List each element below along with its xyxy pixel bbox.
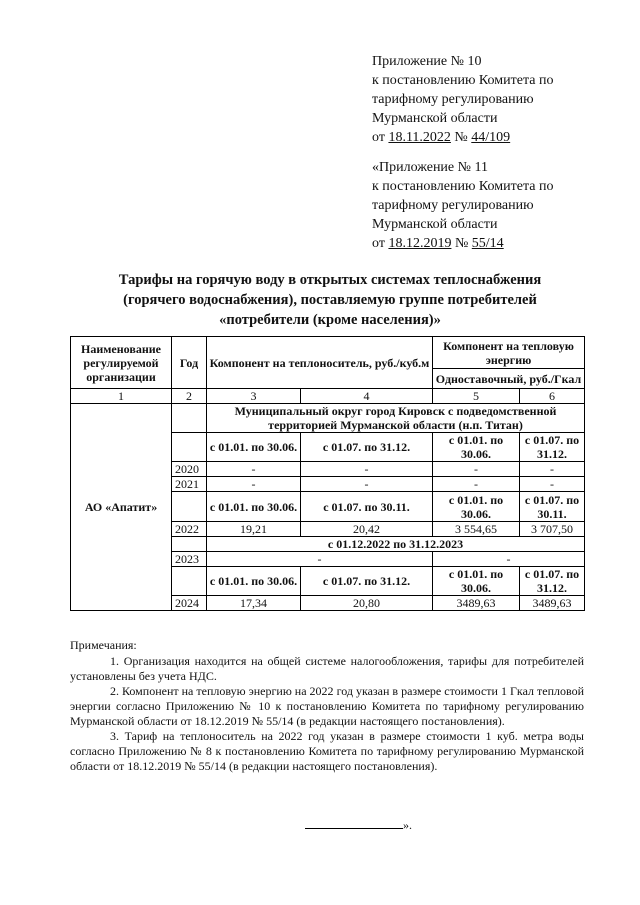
table-row: 2022 19,21 20,42 3 554,65 3 707,50	[71, 522, 585, 537]
tariff-table	[70, 336, 585, 611]
blank-line	[305, 817, 403, 829]
header-line: Мурманской области	[372, 217, 498, 232]
col-header-org: Наименование регулируемой организации	[71, 337, 172, 389]
closing-line	[305, 817, 412, 833]
header-line: «Приложение № 11	[372, 160, 488, 175]
header-line: Приложение № 10	[372, 54, 482, 69]
header-date-line: от 18.12.2019 № 55/14	[372, 236, 504, 251]
note-item: 1. Организация находится на общей системе налогообложения, тарифы для потребителей установлены без учета НДС.	[70, 654, 584, 683]
original-appendix-header	[372, 158, 553, 253]
header-date: 18.11.2022	[388, 130, 451, 145]
header-line: тарифному регулированию	[372, 198, 534, 213]
period-wide: с 01.12.2022 по 31.12.2023	[207, 537, 585, 552]
header-line: к постановлению Комитета по	[372, 73, 554, 88]
note-item: 2. Компонент на тепловую энергию на 2022 год указан в размере стоимости 1 Гкал тепловой энергии согласно Приложению № 10 к постановлению Комитета по тарифному регулированию Мурманской области от 18.12.2019 № 55/14 (в редакции настоящего постановления).	[70, 684, 584, 728]
territory-row: Муниципальный округ город Кировск с подведомственной территорией Мурманской области (н.п. Титан)	[207, 404, 585, 433]
note-item: 3. Тариф на теплоноситель на 2022 год указан в размере стоимости 1 куб. метра воды согласно Приложению № 8 к постановлению Комитета по тарифному регулированию Мурманской области от 18.12.2019 № 55/14 (в редакции настоящего постановления).	[70, 729, 584, 773]
header-number: 55/14	[471, 236, 504, 251]
notes-heading: Примечания:	[70, 638, 137, 652]
col-header-energy: Компонент на тепловую энергию	[433, 337, 585, 369]
table-row: 2021 - - - -	[71, 477, 585, 492]
header-line: тарифному регулированию	[372, 92, 534, 107]
closing-quote: ».	[403, 818, 412, 832]
header-line: Мурманской области	[372, 111, 498, 126]
period-row: с 01.01. по 30.06. с 01.07. по 31.12. с 01.01. по 30.06. с 01.07. по 31.12.	[71, 567, 585, 596]
document-title: Тарифы на горячую воду в открытых системах теплоснабжения (горячего водоснабжения), поставляемую группе потребителей «потребители (кроме населения)»	[118, 272, 542, 328]
appendix-header	[372, 52, 553, 147]
table-row: 2020 - - - -	[71, 462, 585, 477]
table-row: 2024 17,34 20,80 3489,63 3489,63	[71, 596, 585, 611]
col-header-year: Год	[172, 337, 207, 389]
period-row: с 01.01. по 30.06. с 01.07. по 31.12. с 01.01. по 30.06. с 01.07. по 31.12.	[71, 433, 585, 462]
header-date-line: от 18.11.2022 № 44/109	[372, 130, 511, 145]
header-line: к постановлению Комитета по	[372, 179, 554, 194]
period-row: с 01.01. по 30.06. с 01.07. по 30.11. с 01.01. по 30.06. с 01.07. по 30.11.	[71, 492, 585, 522]
header-number: 44/109	[471, 130, 511, 145]
col-header-carrier: Компонент на теплоноситель, руб./куб.м	[207, 337, 433, 389]
organization-name: АО «Апатит»	[71, 404, 172, 611]
notes-section	[70, 638, 584, 774]
header-date: 18.12.2019	[388, 236, 452, 251]
col-header-single-rate: Одноставочный, руб./Гкал	[433, 369, 585, 389]
column-numbers-row: 1 2 3 4 5 6	[71, 389, 585, 404]
table-row: 2023 - -	[71, 552, 585, 567]
